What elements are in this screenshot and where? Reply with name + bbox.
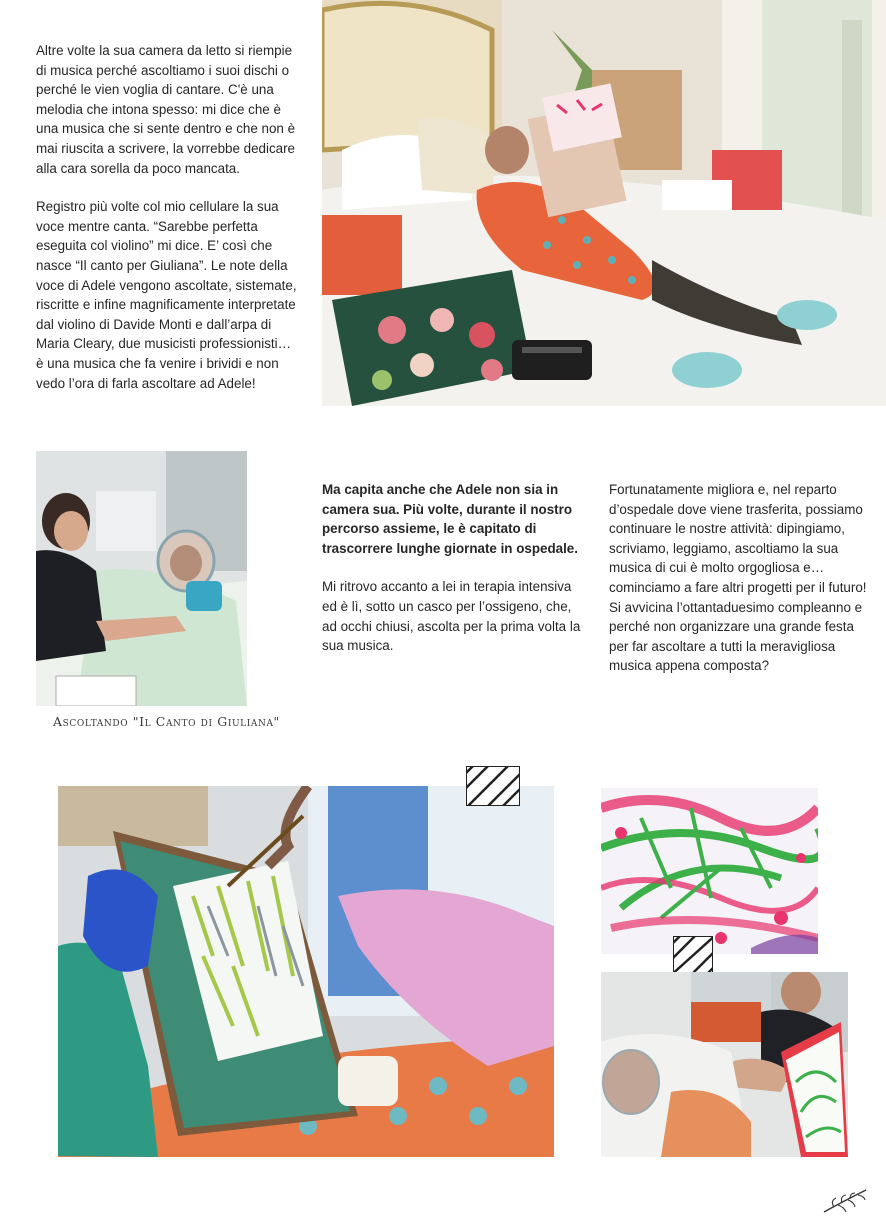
tape-decoration-top <box>466 766 520 806</box>
middle-paragraph-bold: Ma capita anche che Adele non sia in camera sua. Più volte, durante il nostro percorso assieme, le è capitato di trascorrere lunghe giornate in ospedale. <box>322 482 578 556</box>
photo-painting-closeup <box>601 788 818 954</box>
sprig-icon <box>822 1188 868 1214</box>
photo-bedroom-painting <box>322 0 886 406</box>
middle-column-text <box>322 480 584 656</box>
left-paragraph-2: Registro più volte col mio cellulare la sua voce mentre canta. “Sarebbe perfetta eseguita col violino” mi dice. E’ così che nasce “Il canto per Giuliana”. Le note della voce di Adele vengono ascoltate, sistemate, riscritte e infine magnificamente interpretate dal violino di Davide Monti e dall’arpa di Maria Cleary, due musicisti professionisti… è una musica che fa venire i brividi e non vedo l’ora di farla ascoltare ad Adele! <box>36 199 297 391</box>
left-paragraph-1: Altre volte la sua camera da letto si riempie di musica perché ascoltiamo i suoi dischi o perché le vien voglia di cantare. C'è una melodia che intona spesso: mi dice che è una musica che si sente dentro e che non è mai riuscita a scrivere, la vorrebbe dedicare alla cara sorella da poco mancata. <box>36 43 296 176</box>
left-column-text <box>36 41 298 393</box>
photo-intensive-care <box>36 451 247 706</box>
right-column-text <box>609 480 871 676</box>
middle-paragraph-2: Mi ritrovo accanto a lei in terapia intensiva ed è lì, sotto un casco per l’ossigeno, che, ad occhi chiusi, ascolta per la prima volta la sua musica. <box>322 579 581 654</box>
photo-hospital-painting <box>58 786 554 1157</box>
photo-caption: Ascoltando "Il Canto di Giuliana" <box>53 714 280 729</box>
right-paragraph-1: Fortunatamente migliora e, nel reparto d’ospedale dove viene trasferita, possiamo continuare le nostre attività: dipingiamo, scriviamo, leggiamo, ascoltiamo la sua musica di cui è molto orgogliosa e… cominciamo a fare altri progetti per il futuro! Si avvicina l’ottantaduesimo compleanno e perché non organizzare una grande festa per far ascoltare a tutti la meravigliosa musica appena composta? <box>609 482 867 674</box>
photo-hospital-assistant <box>601 972 848 1157</box>
